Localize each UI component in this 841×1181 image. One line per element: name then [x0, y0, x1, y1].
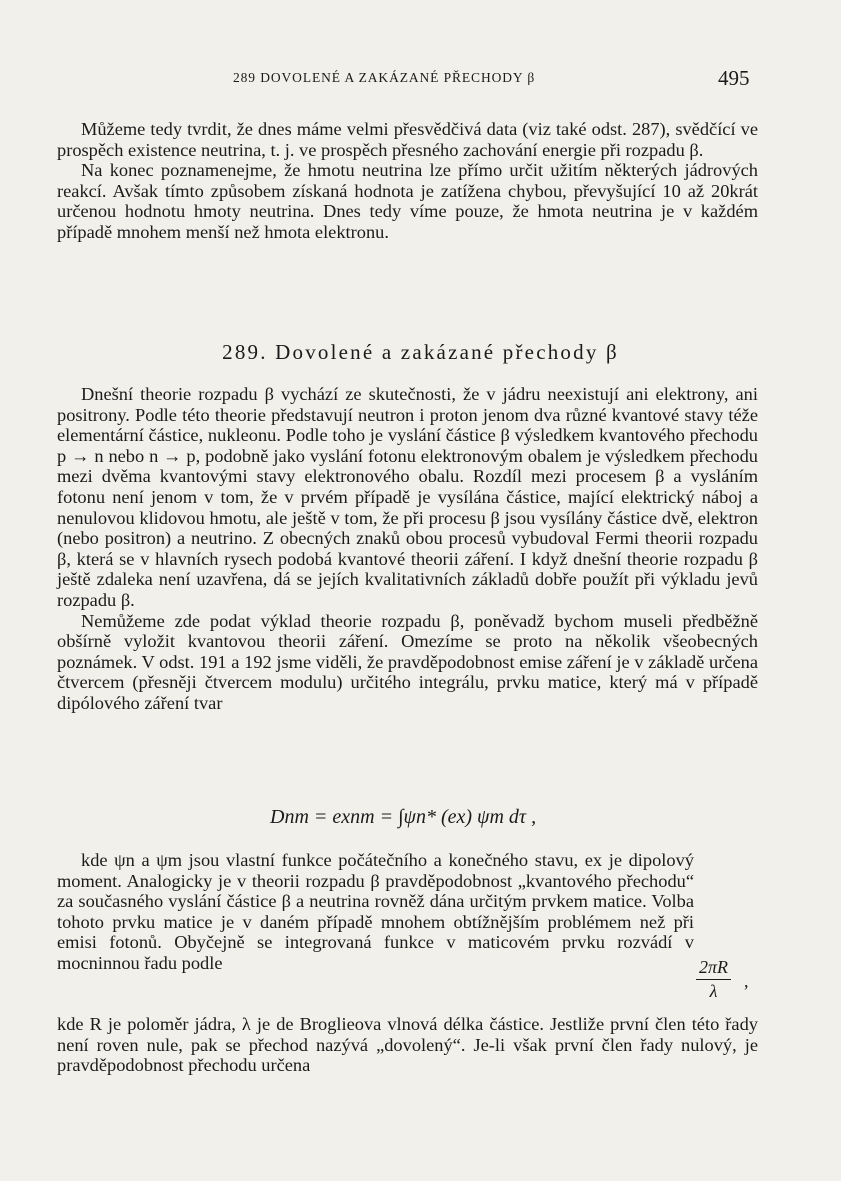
running-header [0, 66, 841, 96]
section-text [57, 384, 758, 714]
section-heading: 289. Dovolené a zakázané přechody β [222, 340, 619, 364]
page-number: 495 [718, 66, 750, 90]
paragraph: Na konec poznamenejme, že hmotu neutrina lze přímo určit užitím některých jádrových reakcí. Avšak tímto způsobem získaná hodnota je zatížena chybou, převyšující 10 až 20krát určenou hodnotu hmoty neutrina. Dnes tedy víme pouze, že hmota neutrina je v každém případě mnohem menší než hmota elektronu. [57, 160, 758, 242]
paragraph: Dnešní theorie rozpadu β vychází ze skutečnosti, že v jádru neexistují ani elektrony, ani positrony. Podle této theorie představují neutron i proton jenom dva různé kvantové stavy téže elementární částice, nukleonu. Podle toho je vyslání částice β výsledkem kvantového přechodu p → n nebo n → p, podobně jako vyslání fotonu elektronovým obalem je výsledkem přechodu mezi dvěma kvantovými stavy elektronového obalu. Rozdíl mezi procesem β a vysláním fotonu není jenom v tom, že v prvém případě je vysílána částice, mající elektrický náboj a nenulovou klidovou hmotu, ale ještě v tom, že při procesu β jsou vysílány částice dvě, elektron (nebo positron) a neutrino. Z obecných znaků obou procesů vybudoval Fermi theorii rozpadu β, která se v hlavních rysech podobá kvantové theorii záření. I když dnešní theorie rozpadu β ještě zdaleka není uzavřena, dá se jejích kvalitativních základů dobře použít při výkladu jevů rozpadu β. [57, 384, 758, 610]
paragraph: Můžeme tedy tvrdit, že dnes máme velmi přesvědčivá data (viz také odst. 287), svědčící ve prospěch existence neutrina, t. j. ve prospěch přesného zachování energie při rozpadu β. [57, 119, 758, 160]
closing-text [57, 1014, 758, 1076]
dipole-matrix-equation: Dnm = exnm = ∫ψn* (ex) ψm dτ , [270, 806, 537, 828]
paragraph: kde R je poloměr jádra, λ je de Broglieova vlnová délka částice. Jestliže první člen této řady není roven nule, pak se přechod nazývá „dovolený“. Je-li však první člen řady nulový, je pravděpodobnost přechodu určena [57, 1014, 758, 1076]
fraction-numerator: 2πR [696, 957, 731, 980]
fraction-denominator: λ [709, 981, 718, 1001]
fraction-2piR-over-lambda [696, 957, 731, 1002]
fraction-comma: , [744, 971, 749, 991]
continuation-text [57, 850, 758, 974]
running-title: 289 DOVOLENÉ A ZAKÁZANÉ PŘECHODY β [233, 70, 536, 85]
paragraph: kde ψn a ψm jsou vlastní funkce počátečního a konečného stavu, ex je dipolový moment. Analogicky je v theorii rozpadu β pravděpodobnost „kvantového přechodu“ za současného vyslání částice β a neutrina rovněž dána určitým prvkem matice. Volba tohoto prvku matice je v daném případě mnohem obtížnějším problémem než při emisi fotonů. Obyčejně se integrovaná funkce v maticovém prvku rozvádí v mocninnou řadu podle [57, 850, 694, 973]
paragraph: Nemůžeme zde podat výklad theorie rozpadu β, poněvadž bychom museli předběžně obšírně vyložit kvantovou theorii záření. Omezíme se proto na několik všeobecných poznámek. V odst. 191 a 192 jsme viděli, že pravděpodobnost emise záření je v základě určena čtvercem (přesněji čtvercem modulu) určitého integrálu, prvku matice, který má v případě dipólového záření tvar [57, 610, 758, 713]
intro-text [57, 119, 758, 243]
